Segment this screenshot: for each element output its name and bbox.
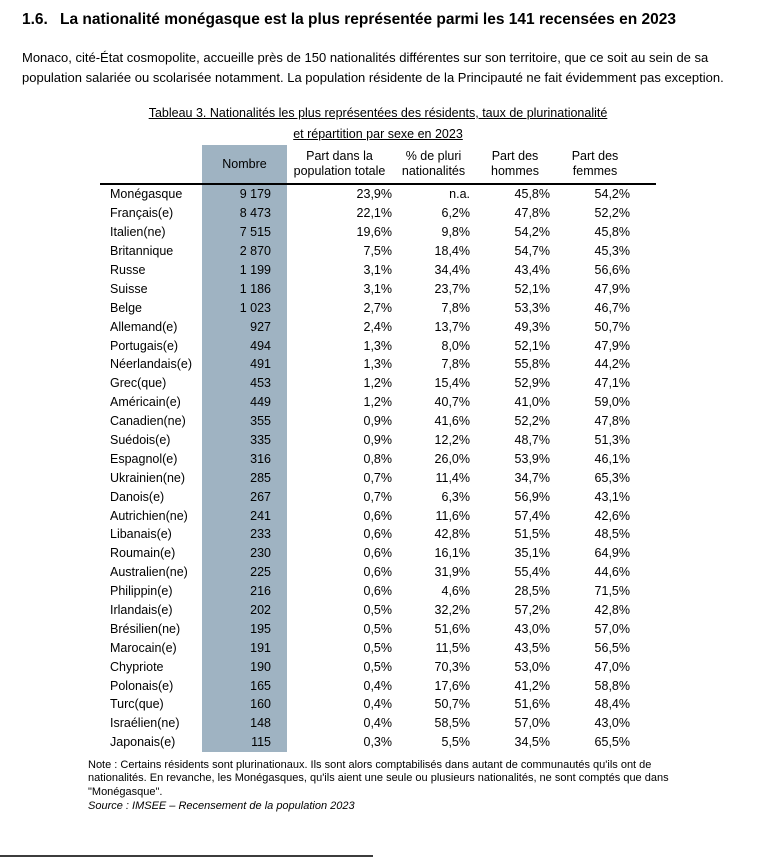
col-header-nationality-empty xyxy=(100,145,202,184)
part-femmes-cell: 48,5% xyxy=(594,527,630,542)
table-row xyxy=(100,487,656,506)
part-population-cell: 0,5% xyxy=(363,659,392,674)
nombre-cell: 335 xyxy=(202,431,287,450)
nombre-cell: 1 186 xyxy=(202,279,287,298)
nationality-name-cell: Grec(que) xyxy=(110,376,167,391)
nationality-name-cell: Autrichien(ne) xyxy=(110,508,188,523)
col-header-plurinationalites xyxy=(397,145,480,184)
part-femmes-cell: 43,0% xyxy=(594,716,630,731)
part-femmes-cell: 56,5% xyxy=(594,640,630,655)
part-hommes-cell: 57,4% xyxy=(514,508,550,523)
part-population-cell: 2,7% xyxy=(363,300,392,315)
table-row xyxy=(100,619,656,638)
part-femmes-cell: 47,0% xyxy=(594,659,630,674)
table-row xyxy=(100,431,656,450)
nombre-cell: 8 473 xyxy=(202,204,287,223)
part-hommes-cell: 35,1% xyxy=(514,546,550,561)
part-femmes-cell: 47,9% xyxy=(594,281,630,296)
part-population-cell: 7,5% xyxy=(363,244,392,259)
part-hommes-cell: 41,0% xyxy=(514,395,550,410)
plurinationalites-cell: 31,9% xyxy=(434,565,470,580)
table-row xyxy=(100,449,656,468)
heading-text: La nationalité monégasque est la plus représentée parmi les 141 recensées en 2023 xyxy=(60,11,676,28)
part-population-cell: 0,3% xyxy=(363,735,392,750)
plurinationalites-cell: 40,7% xyxy=(434,395,470,410)
nombre-cell: 7 515 xyxy=(202,223,287,242)
col-header-part-hommes xyxy=(480,145,560,184)
part-hommes-cell: 34,5% xyxy=(514,735,550,750)
part-femmes-cell: 51,3% xyxy=(594,433,630,448)
part-hommes-cell: 55,4% xyxy=(514,565,550,580)
col-header-part-femmes-line2: femmes xyxy=(572,164,618,178)
nationality-name-cell: Allemand(e) xyxy=(110,319,178,334)
nombre-cell: 230 xyxy=(202,544,287,563)
part-hommes-cell: 43,4% xyxy=(514,263,550,277)
part-population-cell: 19,6% xyxy=(356,225,392,240)
table-title xyxy=(100,103,656,145)
nombre-cell: 9 179 xyxy=(202,184,287,204)
page-bottom-rule xyxy=(0,855,373,857)
nombre-cell: 241 xyxy=(202,506,287,525)
part-femmes-cell: 48,4% xyxy=(594,697,630,712)
table-row xyxy=(100,242,656,261)
nationalities-table xyxy=(100,145,656,752)
nationality-name-cell: Italien(ne) xyxy=(110,225,166,240)
part-femmes-cell: 46,7% xyxy=(594,300,630,315)
col-header-plurinationalites-line1: % de pluri xyxy=(405,149,462,163)
table-row xyxy=(100,563,656,582)
part-femmes-cell: 71,5% xyxy=(594,584,630,599)
nombre-cell: 115 xyxy=(202,733,287,752)
part-femmes-cell: 43,1% xyxy=(594,489,630,504)
part-population-cell: 3,1% xyxy=(363,281,392,296)
part-population-cell: 22,1% xyxy=(356,206,392,221)
part-population-cell: 0,6% xyxy=(363,508,392,523)
plurinationalites-cell: 11,5% xyxy=(435,640,470,655)
nombre-cell: 165 xyxy=(202,676,287,695)
col-header-part-femmes xyxy=(560,145,656,184)
nationality-name-cell: Roumain(e) xyxy=(110,546,176,561)
nationality-name-cell: Russe xyxy=(110,263,146,277)
part-hommes-cell: 43,0% xyxy=(514,621,550,636)
part-population-cell: 0,6% xyxy=(363,565,392,580)
section-heading xyxy=(0,0,760,30)
part-femmes-cell: 65,3% xyxy=(594,470,630,485)
part-hommes-cell: 48,7% xyxy=(514,433,550,448)
part-femmes-cell: 57,0% xyxy=(594,621,630,636)
part-hommes-cell: 57,2% xyxy=(514,603,550,618)
plurinationalites-cell: 18,4% xyxy=(434,244,470,259)
nationality-name-cell: Portugais(e) xyxy=(110,338,179,353)
nationality-name-cell: Philippin(e) xyxy=(110,584,173,599)
part-femmes-cell: 58,8% xyxy=(594,678,630,693)
nombre-cell: 1 199 xyxy=(202,261,287,280)
nombre-cell: 316 xyxy=(202,449,287,468)
part-femmes-cell: 42,6% xyxy=(594,508,630,523)
nationality-name-cell: Britannique xyxy=(110,244,174,259)
table-row xyxy=(100,223,656,242)
part-hommes-cell: 53,0% xyxy=(514,659,550,674)
table-row xyxy=(100,279,656,298)
table-row xyxy=(100,714,656,733)
nombre-cell: 191 xyxy=(202,638,287,657)
nombre-cell: 233 xyxy=(202,525,287,544)
part-population-cell: 1,2% xyxy=(363,395,392,410)
table-row xyxy=(100,374,656,393)
table-source: Source : IMSEE – Recensement de la population 2023 xyxy=(88,800,355,813)
part-femmes-cell: 45,8% xyxy=(594,225,630,240)
table-row xyxy=(100,506,656,525)
col-header-part-population xyxy=(287,145,397,184)
nationality-name-cell: Australien(ne) xyxy=(110,565,188,580)
part-population-cell: 0,5% xyxy=(363,603,392,618)
part-femmes-cell: 47,8% xyxy=(594,414,630,429)
table-body xyxy=(100,184,656,752)
col-header-plurinationalites-line2: nationalités xyxy=(401,164,466,178)
intro-paragraph: Monaco, cité-État cosmopolite, accueille près de 150 nationalités différentes sur son territoire, que ce soit au sein de sa population salariée ou scolarisée notamment. La population résidente de la Principauté ne fait évidemment pas exception. xyxy=(22,50,724,85)
part-hommes-cell: 56,9% xyxy=(514,489,550,504)
nombre-cell: 148 xyxy=(202,714,287,733)
table-row xyxy=(100,601,656,620)
part-femmes-cell: 46,1% xyxy=(594,451,630,466)
part-hommes-cell: 57,0% xyxy=(514,716,550,731)
plurinationalites-cell: 9,8% xyxy=(441,225,470,240)
plurinationalites-cell: 32,2% xyxy=(434,603,470,618)
part-hommes-cell: 52,9% xyxy=(514,376,550,391)
table-row xyxy=(100,638,656,657)
nationality-name-cell: Français(e) xyxy=(110,206,174,221)
table-row xyxy=(100,336,656,355)
part-population-cell: 0,9% xyxy=(363,414,392,429)
table-row xyxy=(100,261,656,280)
table-note: Note : Certains résidents sont plurinationaux. Ils sont alors comptabilisés dans autant de communautés qu'ils ont de nationalités. En revanche, les Monégasques, qu'ils aient une seule ou plusieurs nationalités, ne sont comptés que dans "Monégasque". xyxy=(88,758,669,798)
part-population-cell: 0,5% xyxy=(363,621,392,636)
nombre-cell: 453 xyxy=(202,374,287,393)
table-row xyxy=(100,657,656,676)
table-row xyxy=(100,204,656,223)
heading-number: 1.6. xyxy=(22,11,48,28)
part-femmes-cell: 65,5% xyxy=(594,735,630,750)
table-header xyxy=(100,145,656,184)
nationality-name-cell: Israélien(ne) xyxy=(110,716,180,731)
part-hommes-cell: 55,8% xyxy=(514,357,550,372)
nationality-name-cell: Canadien(ne) xyxy=(110,414,186,429)
nombre-cell: 1 023 xyxy=(202,298,287,317)
nationality-name-cell: Chypriote xyxy=(110,659,164,674)
part-hommes-cell: 54,7% xyxy=(514,244,550,259)
nombre-cell: 190 xyxy=(202,657,287,676)
part-hommes-cell: 54,2% xyxy=(514,225,550,240)
table-row xyxy=(100,298,656,317)
part-hommes-cell: 51,6% xyxy=(514,697,550,712)
part-population-cell: 2,4% xyxy=(363,319,392,334)
part-hommes-cell: 52,1% xyxy=(514,338,550,353)
plurinationalites-cell: 13,7% xyxy=(434,319,470,334)
table-title-row1 xyxy=(100,103,656,124)
nationality-name-cell: Japonais(e) xyxy=(110,735,176,750)
part-hommes-cell: 45,8% xyxy=(514,187,550,202)
part-population-cell: 0,7% xyxy=(363,470,392,485)
plurinationalites-cell: 7,8% xyxy=(441,357,470,372)
nombre-cell: 355 xyxy=(202,412,287,431)
plurinationalites-cell: 51,6% xyxy=(434,621,470,636)
plurinationalites-cell: 11,6% xyxy=(435,508,470,523)
nombre-cell: 225 xyxy=(202,563,287,582)
part-population-cell: 0,6% xyxy=(363,546,392,561)
col-header-part-hommes-line2: hommes xyxy=(491,164,539,178)
table-row xyxy=(100,468,656,487)
part-femmes-cell: 44,2% xyxy=(594,357,630,372)
table-title-line2: et répartition par sexe en 2023 xyxy=(293,127,463,141)
part-femmes-cell: 59,0% xyxy=(594,395,630,410)
part-hommes-cell: 43,5% xyxy=(514,640,550,655)
nationality-name-cell: Suédois(e) xyxy=(110,433,171,448)
nationality-name-cell: Ukrainien(ne) xyxy=(110,470,186,485)
nombre-cell: 927 xyxy=(202,317,287,336)
part-femmes-cell: 45,3% xyxy=(594,244,630,259)
nationality-name-cell: Suisse xyxy=(110,281,148,296)
part-hommes-cell: 41,2% xyxy=(514,678,550,693)
nationality-name-cell: Libanais(e) xyxy=(110,527,172,542)
nationality-name-cell: Néerlandais(e) xyxy=(110,357,192,372)
part-population-cell: 1,3% xyxy=(363,338,392,353)
part-femmes-cell: 47,1% xyxy=(594,376,630,391)
part-hommes-cell: 34,7% xyxy=(514,470,550,485)
table-title-row2 xyxy=(100,124,656,145)
part-hommes-cell: 28,5% xyxy=(514,584,550,599)
part-hommes-cell: 53,3% xyxy=(514,300,550,315)
nombre-cell: 491 xyxy=(202,355,287,374)
part-population-cell: 1,2% xyxy=(363,376,392,391)
nationality-name-cell: Belge xyxy=(110,300,142,315)
table-row xyxy=(100,733,656,752)
part-femmes-cell: 64,9% xyxy=(594,546,630,561)
nombre-cell: 494 xyxy=(202,336,287,355)
part-population-cell: 3,1% xyxy=(363,263,392,277)
part-population-cell: 0,4% xyxy=(363,716,392,731)
nombre-cell: 216 xyxy=(202,582,287,601)
header-row xyxy=(100,145,656,184)
part-hommes-cell: 52,2% xyxy=(514,414,550,429)
col-header-part-femmes-line1: Part des xyxy=(571,149,619,163)
part-population-cell: 0,7% xyxy=(363,489,392,504)
table-row xyxy=(100,676,656,695)
col-header-nombre: Nombre xyxy=(202,145,287,184)
part-population-cell: 0,8% xyxy=(363,451,392,466)
nombre-cell: 202 xyxy=(202,601,287,620)
part-population-cell: 0,6% xyxy=(363,584,392,599)
plurinationalites-cell: 12,2% xyxy=(434,433,470,448)
plurinationalites-cell: 5,5% xyxy=(441,735,470,750)
plurinationalites-cell: 6,3% xyxy=(441,489,470,504)
plurinationalites-cell: 4,6% xyxy=(441,584,470,599)
part-femmes-cell: 52,2% xyxy=(594,206,630,221)
part-hommes-cell: 51,5% xyxy=(514,527,550,542)
plurinationalites-cell: 8,0% xyxy=(441,338,470,353)
part-population-cell: 0,4% xyxy=(363,697,392,712)
col-header-part-hommes-line1: Part des xyxy=(491,149,539,163)
part-femmes-cell: 47,9% xyxy=(594,338,630,353)
nombre-cell: 195 xyxy=(202,619,287,638)
nombre-cell: 2 870 xyxy=(202,242,287,261)
part-population-cell: 0,9% xyxy=(363,433,392,448)
part-hommes-cell: 49,3% xyxy=(514,319,550,334)
part-femmes-cell: 50,7% xyxy=(594,319,630,334)
col-header-part-population-line1: Part dans la xyxy=(306,149,373,163)
plurinationalites-cell: n.a. xyxy=(449,187,470,202)
table-row xyxy=(100,525,656,544)
nombre-cell: 449 xyxy=(202,393,287,412)
plurinationalites-cell: 42,8% xyxy=(434,527,470,542)
nationality-name-cell: Monégasque xyxy=(110,187,183,202)
plurinationalites-cell: 23,7% xyxy=(434,281,470,296)
part-population-cell: 0,4% xyxy=(363,678,392,693)
plurinationalites-cell: 26,0% xyxy=(434,451,470,466)
nombre-cell: 285 xyxy=(202,468,287,487)
part-hommes-cell: 47,8% xyxy=(514,206,550,221)
nombre-cell: 160 xyxy=(202,695,287,714)
plurinationalites-cell: 34,4% xyxy=(434,263,470,277)
table-row xyxy=(100,582,656,601)
nationality-name-cell: Espagnol(e) xyxy=(110,451,178,466)
table-row xyxy=(100,317,656,336)
part-population-cell: 1,3% xyxy=(363,357,392,372)
nationality-name-cell: Danois(e) xyxy=(110,489,165,504)
part-population-cell: 23,9% xyxy=(356,187,392,202)
table-title-line1: Tableau 3. Nationalités les plus représentées des résidents, taux de plurinationalité xyxy=(148,106,608,120)
part-femmes-cell: 56,6% xyxy=(594,263,630,277)
plurinationalites-cell: 6,2% xyxy=(441,206,470,221)
nationality-name-cell: Irlandais(e) xyxy=(110,603,173,618)
part-hommes-cell: 53,9% xyxy=(514,451,550,466)
plurinationalites-cell: 16,1% xyxy=(434,546,470,561)
table-row xyxy=(100,695,656,714)
part-femmes-cell: 54,2% xyxy=(594,187,630,202)
plurinationalites-cell: 15,4% xyxy=(434,376,470,391)
plurinationalites-cell: 7,8% xyxy=(441,300,470,315)
plurinationalites-cell: 58,5% xyxy=(434,716,470,731)
plurinationalites-cell: 70,3% xyxy=(434,659,470,674)
nationality-name-cell: Brésilien(ne) xyxy=(110,621,181,636)
part-femmes-cell: 44,6% xyxy=(594,565,630,580)
table-row xyxy=(100,393,656,412)
nationality-name-cell: Américain(e) xyxy=(110,395,181,410)
part-femmes-cell: 42,8% xyxy=(594,603,630,618)
plurinationalites-cell: 11,4% xyxy=(435,470,470,485)
nationality-name-cell: Turc(que) xyxy=(110,697,164,712)
table-row xyxy=(100,544,656,563)
part-population-cell: 0,6% xyxy=(363,527,392,542)
plurinationalites-cell: 17,6% xyxy=(434,678,470,693)
table-row xyxy=(100,412,656,431)
table-row xyxy=(100,355,656,374)
plurinationalites-cell: 50,7% xyxy=(434,697,470,712)
part-population-cell: 0,5% xyxy=(363,640,392,655)
nationality-name-cell: Polonais(e) xyxy=(110,678,174,693)
table-row xyxy=(100,184,656,204)
nombre-cell: 267 xyxy=(202,487,287,506)
plurinationalites-cell: 41,6% xyxy=(434,414,470,429)
part-hommes-cell: 52,1% xyxy=(514,281,550,296)
nationality-name-cell: Marocain(e) xyxy=(110,640,177,655)
col-header-part-population-line2: population totale xyxy=(293,164,386,178)
